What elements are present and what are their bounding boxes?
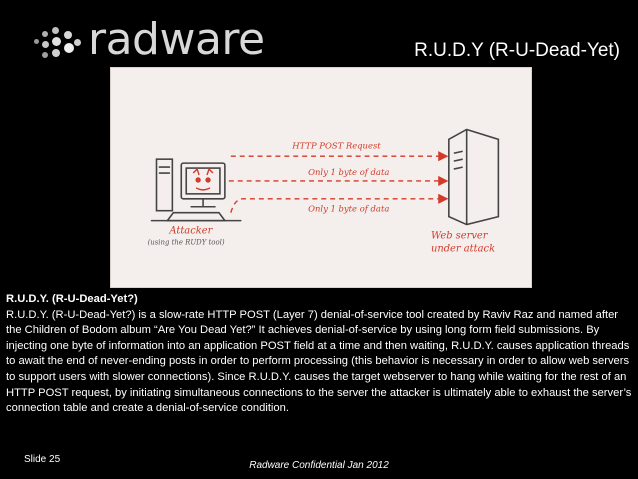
logo-dots-icon bbox=[34, 27, 82, 63]
server-label-1: Web server bbox=[430, 230, 488, 242]
attacker-label: Attacker bbox=[169, 225, 213, 237]
footer-confidential: Radware Confidential Jan 2012 bbox=[249, 460, 389, 471]
slide-number: Slide 25 bbox=[24, 454, 61, 465]
byte-label-2: Only 1 byte of data bbox=[308, 203, 390, 214]
description-heading: R.U.D.Y. (R-U-Dead-Yet?) bbox=[6, 293, 138, 305]
logo-wordmark: radware bbox=[88, 14, 265, 65]
web-server-icon bbox=[449, 129, 499, 224]
byte-label-1: Only 1 byte of data bbox=[308, 167, 390, 178]
byte-arrow-1 bbox=[229, 177, 447, 185]
http-post-label: HTTP POST Request bbox=[292, 140, 381, 151]
attacker-sublabel: (using the RUDY tool) bbox=[147, 238, 225, 247]
attack-illustration bbox=[110, 67, 532, 288]
http-post-arrow bbox=[231, 152, 447, 160]
description-block bbox=[6, 292, 632, 417]
devil-face-icon bbox=[193, 169, 213, 190]
attacker-computer-icon bbox=[152, 159, 241, 220]
server-label-2: under attack bbox=[430, 243, 496, 255]
slide-title: R.U.D.Y (R-U-Dead-Yet) bbox=[414, 40, 620, 61]
description-paragraph: R.U.D.Y. (R-U-Dead-Yet?) is a slow-rate HTTP POST (Layer 7) denial-of-service tool created by Raviv Raz and named after the Children of Bodom album “Are You Dead Yet?” It achieves denial-of-service by using long form field submissions. By injecting one byte of information into an application POST field at a time and then waiting, R.U.D.Y. causes application threads to await the end of never-ending posts in order to perform processing (this behavior is necessary in order to allow web servers to support users with slower connections). Since R.U.D.Y. causes the target webserver to hang while waiting for the rest of an HTTP POST request, by initiating simultaneous connections to the server the attacker is ultimately able to exhaust the server’s connection table and create a denial-of-service condition. bbox=[6, 308, 632, 415]
